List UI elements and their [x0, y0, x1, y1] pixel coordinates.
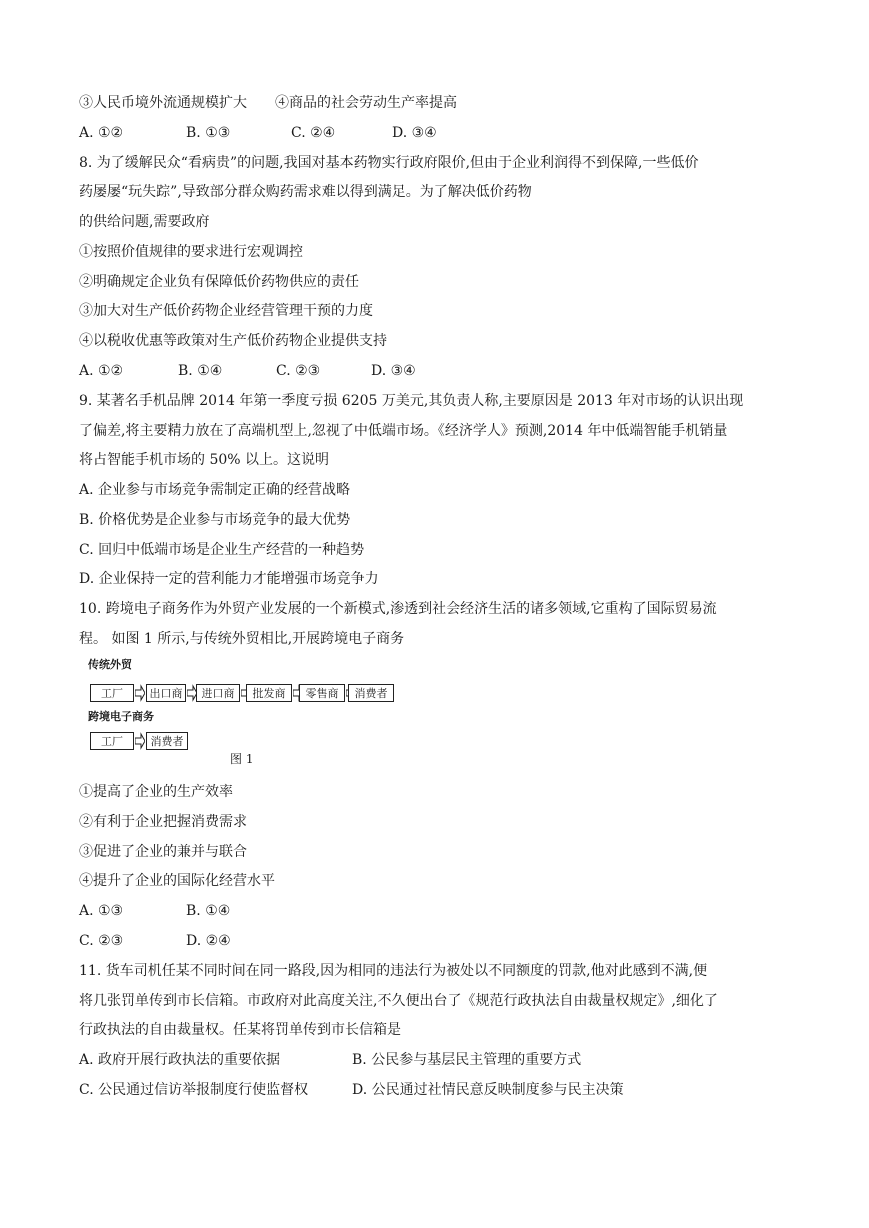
q10-stem-line-2: 程。 如图 1 所示,与传统外贸相比,开展跨境电子商务 — [79, 631, 405, 647]
q8-option-d: D. ③④ — [371, 363, 416, 379]
q8-statement-1: ①按照价值规律的要求进行宏观调控 — [79, 244, 303, 260]
q11-option-c: C. 公民通过信访举报制度行使监督权 — [79, 1082, 309, 1098]
q10-option-a: A. ①③ — [79, 903, 124, 919]
q9-option-b: B. 价格优势是企业参与市场竞争的最大优势 — [79, 512, 351, 528]
q8-option-c: C. ②③ — [276, 363, 321, 379]
q11-option-b: B. 公民参与基层民主管理的重要方式 — [352, 1052, 582, 1068]
q10-statement-2: ②有利于企业把握消费需求 — [79, 814, 247, 830]
q10-option-b: B. ①④ — [186, 903, 231, 919]
arrow-icon — [135, 732, 145, 750]
q8-option-b: B. ①④ — [178, 363, 223, 379]
cross-flow-box-consumer: 消费者 — [146, 732, 188, 750]
flow-box-factory: 工厂 — [90, 684, 134, 702]
q10-option-c: C. ②③ — [79, 933, 124, 949]
q10-option-d: D. ②④ — [186, 933, 231, 949]
flow-box-wholesaler: 批发商 — [246, 684, 292, 702]
flow-box-retailer: 零售商 — [299, 684, 345, 702]
figure-caption: 图 1 — [230, 752, 254, 766]
q11-stem-line-3: 行政执法的自由裁量权。任某将罚单传到市长信箱是 — [79, 1022, 401, 1038]
q8-statement-3: ③加大对生产低价药物企业经营管理干预的力度 — [79, 303, 373, 319]
q7-option-b: B. ①③ — [186, 125, 231, 141]
flow-box-consumer: 消费者 — [348, 684, 394, 702]
q8-stem-line-3: 的供给问题,需要政府 — [79, 214, 210, 230]
q7-option-d: D. ③④ — [392, 125, 437, 141]
q10-statement-1: ①提高了企业的生产效率 — [79, 784, 233, 800]
q8-statement-4: ④以税收优惠等政策对生产低价药物企业提供支持 — [79, 333, 387, 349]
q9-option-d: D. 企业保持一定的营利能力才能增强市场竞争力 — [79, 571, 379, 587]
q7-option-a: A. ①② — [79, 125, 124, 141]
q10-stem-line-1: 10. 跨境电子商务作为外贸产业发展的一个新模式,渗透到社会经济生活的诸多领域,它重构了国际贸易流 — [79, 601, 717, 617]
q8-option-a: A. ①② — [79, 363, 124, 379]
cross-border-label: 跨境电子商务 — [88, 710, 154, 723]
q8-statement-2: ②明确规定企业负有保障低价药物供应的责任 — [79, 274, 359, 290]
cross-flow-box-factory: 工厂 — [90, 732, 134, 750]
q11-stem-line-1: 11. 货车司机任某不同时间在同一路段,因为相同的违法行为被处以不同额度的罚款,他对此感到不满,便 — [79, 963, 708, 979]
q11-option-d: D. 公民通过社情民意反映制度参与民主决策 — [352, 1082, 624, 1098]
q10-statement-3: ③促进了企业的兼并与联合 — [79, 844, 247, 860]
q9-stem-line-3: 将占智能手机市场的 50% 以上。这说明 — [79, 452, 330, 468]
trade-flow-figure — [88, 656, 398, 768]
q10-statement-4: ④提升了企业的国际化经营水平 — [79, 873, 275, 889]
flow-box-exporter: 出口商 — [146, 684, 186, 702]
q11-option-a: A. 政府开展行政执法的重要依据 — [79, 1052, 281, 1068]
q11-stem-line-2: 将几张罚单传到市长信箱。市政府对此高度关注,不久便出台了《规范行政执法自由裁量权规定》,细化了 — [79, 993, 718, 1009]
q9-option-c: C. 回归中低端市场是企业生产经营的一种趋势 — [79, 542, 365, 558]
q9-option-a: A. 企业参与市场竞争需制定正确的经营战略 — [79, 482, 351, 498]
q9-stem-line-2: 了偏差,将主要精力放在了高端机型上,忽视了中低端市场。《经济学人》预测,2014 年中低端智能手机销量 — [79, 423, 728, 439]
q8-stem-line-2: 药屡屡“玩失踪”,导致部分群众购药需求难以得到满足。为了解决低价药物 — [79, 184, 532, 200]
q7-statements: ③人民币境外流通规模扩大 ④商品的社会劳动生产率提高 — [79, 95, 457, 111]
arrow-icon — [135, 684, 145, 702]
q7-option-c: C. ②④ — [291, 125, 336, 141]
flow-box-importer: 进口商 — [196, 684, 240, 702]
q8-stem-line-1: 8. 为了缓解民众“看病贵”的问题,我国对基本药物实行政府限价,但由于企业利润得不到保障,一些低价 — [79, 155, 699, 171]
q9-stem-line-1: 9. 某著名手机品牌 2014 年第一季度亏损 6205 万美元,其负责人称,主要原因是 2013 年对市场的认识出现 — [79, 393, 744, 409]
traditional-trade-label: 传统外贸 — [88, 658, 132, 671]
